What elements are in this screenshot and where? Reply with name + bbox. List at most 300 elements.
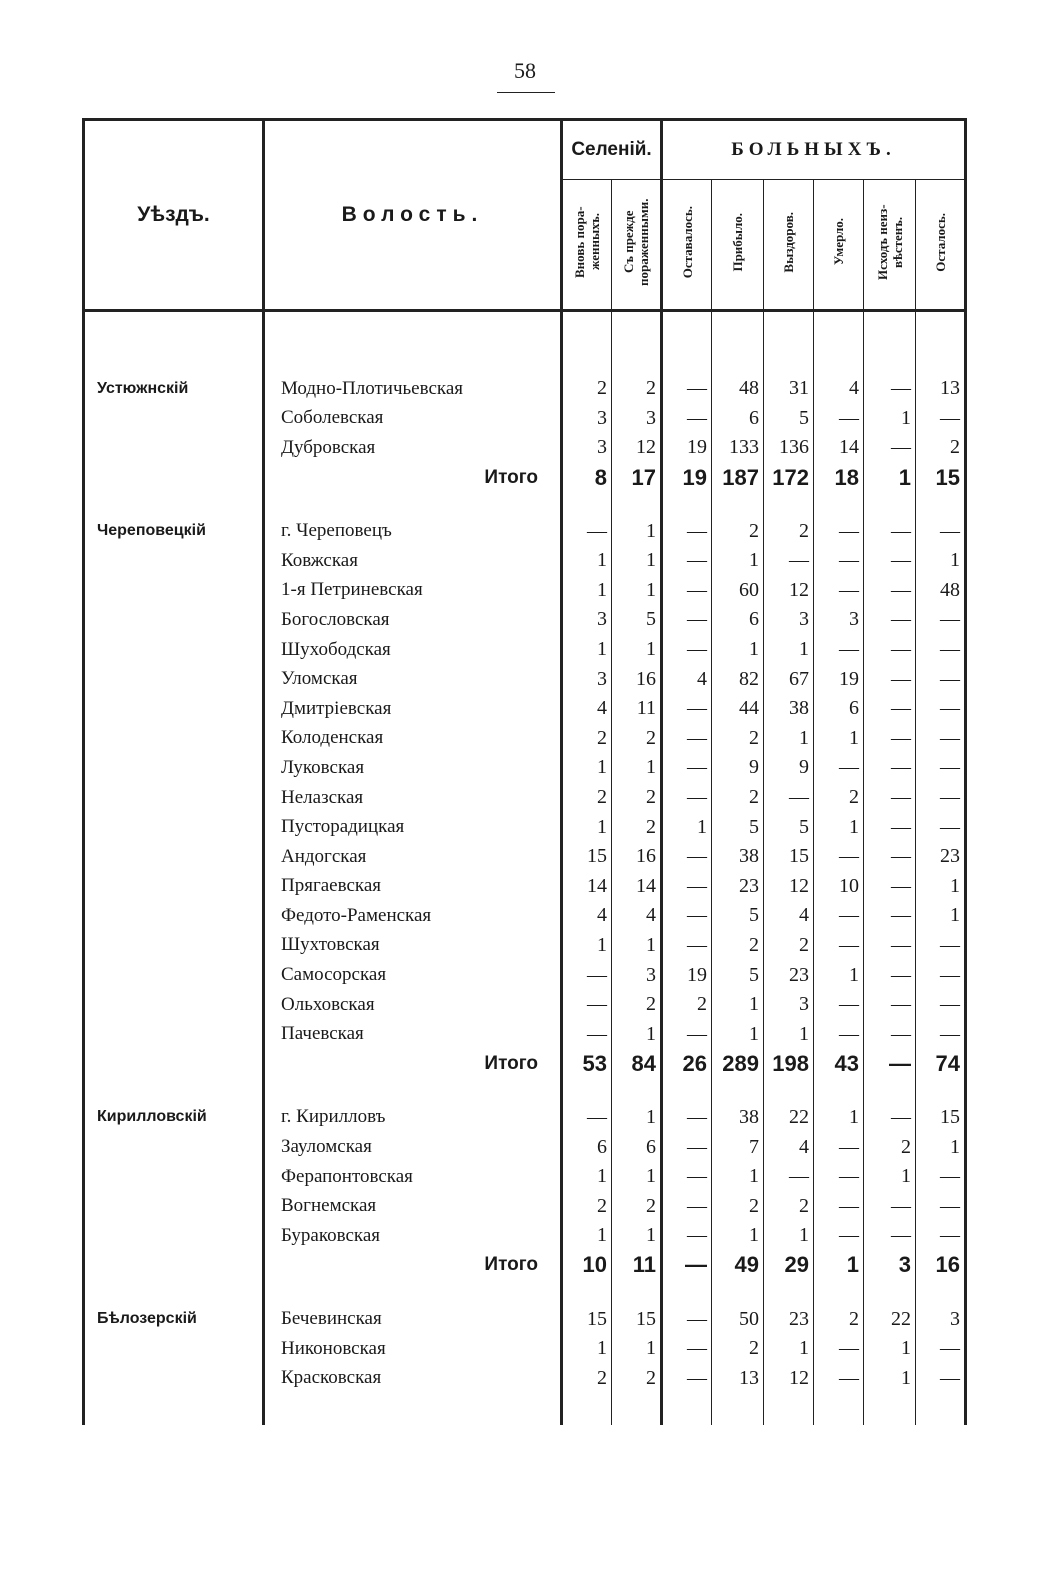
- table-header: [84, 120, 966, 311]
- volost-name: 1-я Петриневская: [281, 579, 423, 601]
- table-row: [84, 635, 966, 665]
- header-column: [612, 180, 662, 311]
- value-cell: 3: [814, 605, 864, 635]
- value-cell: 1: [612, 753, 662, 783]
- value-cell: 5: [712, 901, 764, 931]
- value-cell: 23: [764, 1304, 814, 1334]
- value-cell: 172: [764, 463, 814, 493]
- table-row: [84, 783, 966, 813]
- value-cell: —: [864, 433, 916, 463]
- value-cell: 1: [612, 516, 662, 546]
- value-cell: 1: [764, 1221, 814, 1251]
- uezd-empty-cell: [84, 1363, 264, 1393]
- uezd-empty-cell: [84, 635, 264, 665]
- volost-name: Бураковская: [281, 1224, 381, 1246]
- value-cell: 5: [764, 812, 814, 842]
- value-cell: 18: [814, 463, 864, 493]
- value-cell: 1: [562, 753, 612, 783]
- value-cell: —: [864, 960, 916, 990]
- value-cell: 2: [662, 990, 712, 1020]
- value-cell: —: [864, 872, 916, 902]
- value-cell: 1: [712, 1221, 764, 1251]
- value-cell: 3: [562, 404, 612, 434]
- header-column: [562, 180, 612, 311]
- value-cell: 6: [712, 404, 764, 434]
- value-cell: 22: [764, 1103, 814, 1133]
- value-cell: 1: [916, 872, 966, 902]
- table-row: [84, 1334, 966, 1364]
- value-cell: 2: [562, 724, 612, 754]
- value-cell: —: [562, 1019, 612, 1049]
- value-cell: —: [662, 1019, 712, 1049]
- table-row: [84, 1162, 966, 1192]
- value-cell: 15: [612, 1304, 662, 1334]
- uezd-empty-cell: [84, 872, 264, 902]
- value-cell: 187: [712, 463, 764, 493]
- value-cell: 1: [612, 576, 662, 606]
- value-cell: —: [662, 1103, 712, 1133]
- uezd-empty-cell: [84, 694, 264, 724]
- value-cell: —: [814, 1132, 864, 1162]
- value-cell: 11: [612, 694, 662, 724]
- value-cell: —: [864, 1019, 916, 1049]
- value-cell: 1: [864, 463, 916, 493]
- value-cell: 2: [562, 783, 612, 813]
- value-cell: —: [916, 664, 966, 694]
- value-cell: 1: [864, 404, 916, 434]
- value-cell: 1: [612, 1162, 662, 1192]
- value-cell: —: [814, 1162, 864, 1192]
- value-cell: 1: [764, 635, 814, 665]
- value-cell: 13: [916, 374, 966, 404]
- uezd-empty-cell: [84, 605, 264, 635]
- value-cell: —: [864, 516, 916, 546]
- volost-name: Прягаевская: [281, 875, 382, 897]
- value-cell: 1: [612, 931, 662, 961]
- value-cell: 1: [764, 724, 814, 754]
- value-cell: 15: [562, 1304, 612, 1334]
- volost-name: Богословская: [281, 608, 390, 630]
- value-cell: 3: [612, 404, 662, 434]
- value-cell: —: [814, 842, 864, 872]
- value-cell: —: [916, 990, 966, 1020]
- value-cell: 10: [562, 1251, 612, 1281]
- value-cell: 1: [562, 546, 612, 576]
- value-cell: 1: [562, 812, 612, 842]
- value-cell: 26: [662, 1049, 712, 1079]
- table-row: [84, 931, 966, 961]
- value-cell: 6: [712, 605, 764, 635]
- value-cell: 14: [814, 433, 864, 463]
- value-cell: —: [864, 1221, 916, 1251]
- value-cell: 7: [712, 1132, 764, 1162]
- value-cell: 15: [764, 842, 814, 872]
- value-cell: 4: [814, 374, 864, 404]
- value-cell: 22: [864, 1304, 916, 1334]
- value-cell: —: [916, 694, 966, 724]
- value-cell: —: [662, 1304, 712, 1334]
- value-cell: 1: [562, 1221, 612, 1251]
- uezd-empty-cell: [84, 1049, 264, 1079]
- spacer-row: [84, 311, 966, 375]
- value-cell: 1: [916, 1132, 966, 1162]
- value-cell: —: [864, 842, 916, 872]
- header-column-label: Съ прежде пораженными.: [621, 198, 651, 286]
- value-cell: —: [814, 1019, 864, 1049]
- value-cell: 2: [712, 724, 764, 754]
- value-cell: 1: [562, 931, 612, 961]
- value-cell: 198: [764, 1049, 814, 1079]
- value-cell: 11: [612, 1251, 662, 1281]
- value-cell: —: [764, 783, 814, 813]
- value-cell: —: [562, 990, 612, 1020]
- table-body: [84, 311, 966, 1426]
- page-number: 58: [514, 58, 536, 83]
- value-cell: —: [662, 1334, 712, 1364]
- spacer-row: [84, 492, 966, 516]
- value-cell: 43: [814, 1049, 864, 1079]
- value-cell: —: [864, 546, 916, 576]
- uezd-empty-cell: [84, 1191, 264, 1221]
- volost-name: Шухободская: [281, 638, 391, 660]
- value-cell: 23: [764, 960, 814, 990]
- value-cell: 15: [916, 463, 966, 493]
- value-cell: —: [814, 753, 864, 783]
- value-cell: —: [662, 635, 712, 665]
- value-cell: —: [916, 753, 966, 783]
- volost-name: Красковская: [281, 1367, 382, 1389]
- header-uezd: Уѣздъ.: [84, 120, 264, 311]
- table-row: [84, 605, 966, 635]
- total-label: Итого: [484, 1052, 538, 1074]
- table-row: [84, 433, 966, 463]
- value-cell: 12: [764, 872, 814, 902]
- value-cell: —: [662, 605, 712, 635]
- table-row: [84, 872, 966, 902]
- value-cell: 2: [562, 1191, 612, 1221]
- value-cell: 1: [612, 1221, 662, 1251]
- total-row: [84, 1251, 966, 1281]
- table-row: [84, 1191, 966, 1221]
- value-cell: 38: [712, 842, 764, 872]
- value-cell: 16: [916, 1251, 966, 1281]
- value-cell: —: [814, 635, 864, 665]
- table-row: [84, 404, 966, 434]
- value-cell: —: [864, 635, 916, 665]
- value-cell: 3: [764, 605, 814, 635]
- value-cell: 1: [562, 1162, 612, 1192]
- uezd-name: Устюжнскій: [84, 374, 264, 404]
- uezd-empty-cell: [84, 1019, 264, 1049]
- value-cell: —: [662, 1251, 712, 1281]
- volost-name: Федото-Раменская: [281, 904, 432, 926]
- table-row: [84, 546, 966, 576]
- uezd-empty-cell: [84, 960, 264, 990]
- value-cell: —: [864, 1049, 916, 1079]
- uezd-empty-cell: [84, 931, 264, 961]
- spacer-row: [84, 1280, 966, 1304]
- header-column-label: Вновь пора-женныхъ.: [572, 206, 602, 278]
- value-cell: —: [562, 960, 612, 990]
- value-cell: 1: [916, 546, 966, 576]
- value-cell: 2: [562, 1363, 612, 1393]
- value-cell: —: [662, 842, 712, 872]
- value-cell: —: [864, 1191, 916, 1221]
- value-cell: 74: [916, 1049, 966, 1079]
- value-cell: 3: [864, 1251, 916, 1281]
- value-cell: 6: [562, 1132, 612, 1162]
- value-cell: 14: [562, 872, 612, 902]
- value-cell: —: [662, 1162, 712, 1192]
- value-cell: 3: [764, 990, 814, 1020]
- value-cell: 38: [764, 694, 814, 724]
- value-cell: —: [662, 901, 712, 931]
- volost-name: Дубровская: [281, 436, 376, 458]
- value-cell: 5: [712, 812, 764, 842]
- value-cell: —: [814, 931, 864, 961]
- value-cell: 4: [662, 664, 712, 694]
- volost-name: Андогская: [281, 845, 367, 867]
- value-cell: 5: [764, 404, 814, 434]
- value-cell: —: [662, 931, 712, 961]
- value-cell: —: [662, 1132, 712, 1162]
- value-cell: —: [562, 1103, 612, 1133]
- value-cell: 2: [562, 374, 612, 404]
- value-cell: —: [662, 872, 712, 902]
- table-row: [84, 1132, 966, 1162]
- volost-name: Ковжская: [281, 549, 358, 571]
- value-cell: —: [916, 812, 966, 842]
- uezd-empty-cell: [84, 546, 264, 576]
- value-cell: 50: [712, 1304, 764, 1334]
- value-cell: —: [814, 576, 864, 606]
- value-cell: 2: [764, 931, 814, 961]
- value-cell: 19: [662, 433, 712, 463]
- value-cell: 2: [612, 783, 662, 813]
- volost-name: г. Череповецъ: [281, 520, 392, 542]
- value-cell: 6: [814, 694, 864, 724]
- value-cell: 1: [712, 1019, 764, 1049]
- uezd-empty-cell: [84, 783, 264, 813]
- volost-name: Модно-Плотичьевская: [281, 377, 464, 399]
- value-cell: 1: [562, 635, 612, 665]
- value-cell: 2: [612, 1363, 662, 1393]
- value-cell: —: [864, 724, 916, 754]
- value-cell: —: [814, 404, 864, 434]
- value-cell: 1: [712, 546, 764, 576]
- value-cell: —: [916, 635, 966, 665]
- value-cell: 2: [712, 931, 764, 961]
- value-cell: 2: [764, 1191, 814, 1221]
- value-cell: 2: [712, 516, 764, 546]
- uezd-name: Бѣлозерскій: [84, 1304, 264, 1334]
- volost-name: Ферапонтовская: [281, 1165, 413, 1187]
- value-cell: 1: [814, 724, 864, 754]
- value-cell: —: [916, 960, 966, 990]
- header-column: [814, 180, 864, 311]
- value-cell: —: [562, 516, 612, 546]
- header-bolnykh: БОЛЬНЫХЪ.: [662, 120, 966, 180]
- volost-name: Никоновская: [281, 1337, 386, 1359]
- volost-name: Соболевская: [281, 407, 384, 429]
- value-cell: 10: [814, 872, 864, 902]
- value-cell: 82: [712, 664, 764, 694]
- table-row: [84, 901, 966, 931]
- value-cell: —: [864, 664, 916, 694]
- value-cell: 4: [764, 901, 814, 931]
- volost-name: Пусторадицкая: [281, 816, 405, 838]
- value-cell: —: [662, 516, 712, 546]
- value-cell: 1: [562, 576, 612, 606]
- value-cell: 4: [612, 901, 662, 931]
- value-cell: —: [814, 546, 864, 576]
- value-cell: 2: [612, 374, 662, 404]
- value-cell: 3: [562, 433, 612, 463]
- header-column: [864, 180, 916, 311]
- value-cell: 38: [712, 1103, 764, 1133]
- value-cell: 2: [764, 516, 814, 546]
- value-cell: 1: [612, 1103, 662, 1133]
- table-row: [84, 576, 966, 606]
- uezd-empty-cell: [84, 664, 264, 694]
- uezd-empty-cell: [84, 404, 264, 434]
- page-number-rule: [497, 92, 555, 93]
- uezd-empty-cell: [84, 842, 264, 872]
- volost-name: Вогнемская: [281, 1195, 377, 1217]
- uezd-empty-cell: [84, 901, 264, 931]
- value-cell: 16: [612, 664, 662, 694]
- volost-name: Бечевинская: [281, 1308, 382, 1330]
- value-cell: 31: [764, 374, 814, 404]
- header-column: [764, 180, 814, 311]
- header-column-label: Прибыло.: [730, 212, 746, 272]
- value-cell: —: [814, 516, 864, 546]
- value-cell: 5: [712, 960, 764, 990]
- value-cell: —: [814, 901, 864, 931]
- value-cell: —: [864, 605, 916, 635]
- value-cell: —: [916, 1019, 966, 1049]
- value-cell: 44: [712, 694, 764, 724]
- table-row: [84, 1363, 966, 1393]
- value-cell: —: [814, 990, 864, 1020]
- table-row: [84, 694, 966, 724]
- value-cell: 49: [712, 1251, 764, 1281]
- uezd-empty-cell: [84, 812, 264, 842]
- value-cell: 48: [712, 374, 764, 404]
- value-cell: 3: [612, 960, 662, 990]
- total-label: Итого: [484, 466, 538, 488]
- table-row: [84, 990, 966, 1020]
- value-cell: 12: [612, 433, 662, 463]
- value-cell: 133: [712, 433, 764, 463]
- value-cell: —: [916, 1363, 966, 1393]
- value-cell: —: [764, 546, 814, 576]
- value-cell: —: [814, 1221, 864, 1251]
- volost-name: г. Кирилловъ: [281, 1106, 386, 1128]
- value-cell: —: [864, 374, 916, 404]
- value-cell: 2: [612, 1191, 662, 1221]
- value-cell: 19: [662, 463, 712, 493]
- header-column-label: Оставалось.: [679, 205, 695, 279]
- uezd-empty-cell: [84, 1221, 264, 1251]
- value-cell: —: [662, 404, 712, 434]
- value-cell: 2: [612, 724, 662, 754]
- value-cell: 29: [764, 1251, 814, 1281]
- value-cell: —: [764, 1162, 814, 1192]
- value-cell: —: [916, 931, 966, 961]
- header-column: [916, 180, 966, 311]
- table-row: [84, 812, 966, 842]
- uezd-empty-cell: [84, 433, 264, 463]
- table-row: [84, 374, 966, 404]
- value-cell: —: [916, 404, 966, 434]
- value-cell: —: [864, 1103, 916, 1133]
- value-cell: —: [864, 783, 916, 813]
- value-cell: —: [662, 576, 712, 606]
- value-cell: 1: [764, 1019, 814, 1049]
- value-cell: —: [814, 1191, 864, 1221]
- value-cell: 1: [814, 960, 864, 990]
- value-cell: 289: [712, 1049, 764, 1079]
- table-row: [84, 1304, 966, 1334]
- volost-name: Луковская: [281, 756, 365, 778]
- value-cell: 14: [612, 872, 662, 902]
- table-row: [84, 1221, 966, 1251]
- value-cell: 15: [916, 1103, 966, 1133]
- value-cell: —: [814, 1363, 864, 1393]
- value-cell: 1: [814, 812, 864, 842]
- header-column: [712, 180, 764, 311]
- value-cell: —: [916, 516, 966, 546]
- value-cell: 1: [712, 1162, 764, 1192]
- uezd-empty-cell: [84, 463, 264, 493]
- value-cell: 8: [562, 463, 612, 493]
- value-cell: 1: [612, 1019, 662, 1049]
- value-cell: —: [864, 812, 916, 842]
- header-seleniy: Селеній.: [562, 120, 662, 180]
- value-cell: —: [864, 901, 916, 931]
- volost-name: Самосорская: [281, 964, 387, 986]
- value-cell: 3: [916, 1304, 966, 1334]
- uezd-empty-cell: [84, 1162, 264, 1192]
- value-cell: —: [662, 724, 712, 754]
- value-cell: 2: [864, 1132, 916, 1162]
- value-cell: 2: [814, 1304, 864, 1334]
- uezd-empty-cell: [84, 990, 264, 1020]
- value-cell: 6: [612, 1132, 662, 1162]
- total-row: [84, 1049, 966, 1079]
- value-cell: —: [916, 605, 966, 635]
- value-cell: 2: [712, 1191, 764, 1221]
- value-cell: 1: [612, 1334, 662, 1364]
- table-row: [84, 960, 966, 990]
- uezd-empty-cell: [84, 576, 264, 606]
- value-cell: 1: [814, 1103, 864, 1133]
- value-cell: —: [916, 1334, 966, 1364]
- value-cell: 1: [864, 1334, 916, 1364]
- spacer-row: [84, 1393, 966, 1425]
- value-cell: 19: [814, 664, 864, 694]
- value-cell: —: [916, 783, 966, 813]
- value-cell: —: [864, 576, 916, 606]
- value-cell: 3: [562, 664, 612, 694]
- header-column-label: Осталось.: [932, 212, 948, 272]
- header-volost: Волость.: [264, 120, 562, 311]
- value-cell: —: [662, 1363, 712, 1393]
- value-cell: —: [662, 783, 712, 813]
- total-label: Итого: [484, 1254, 538, 1276]
- value-cell: 53: [562, 1049, 612, 1079]
